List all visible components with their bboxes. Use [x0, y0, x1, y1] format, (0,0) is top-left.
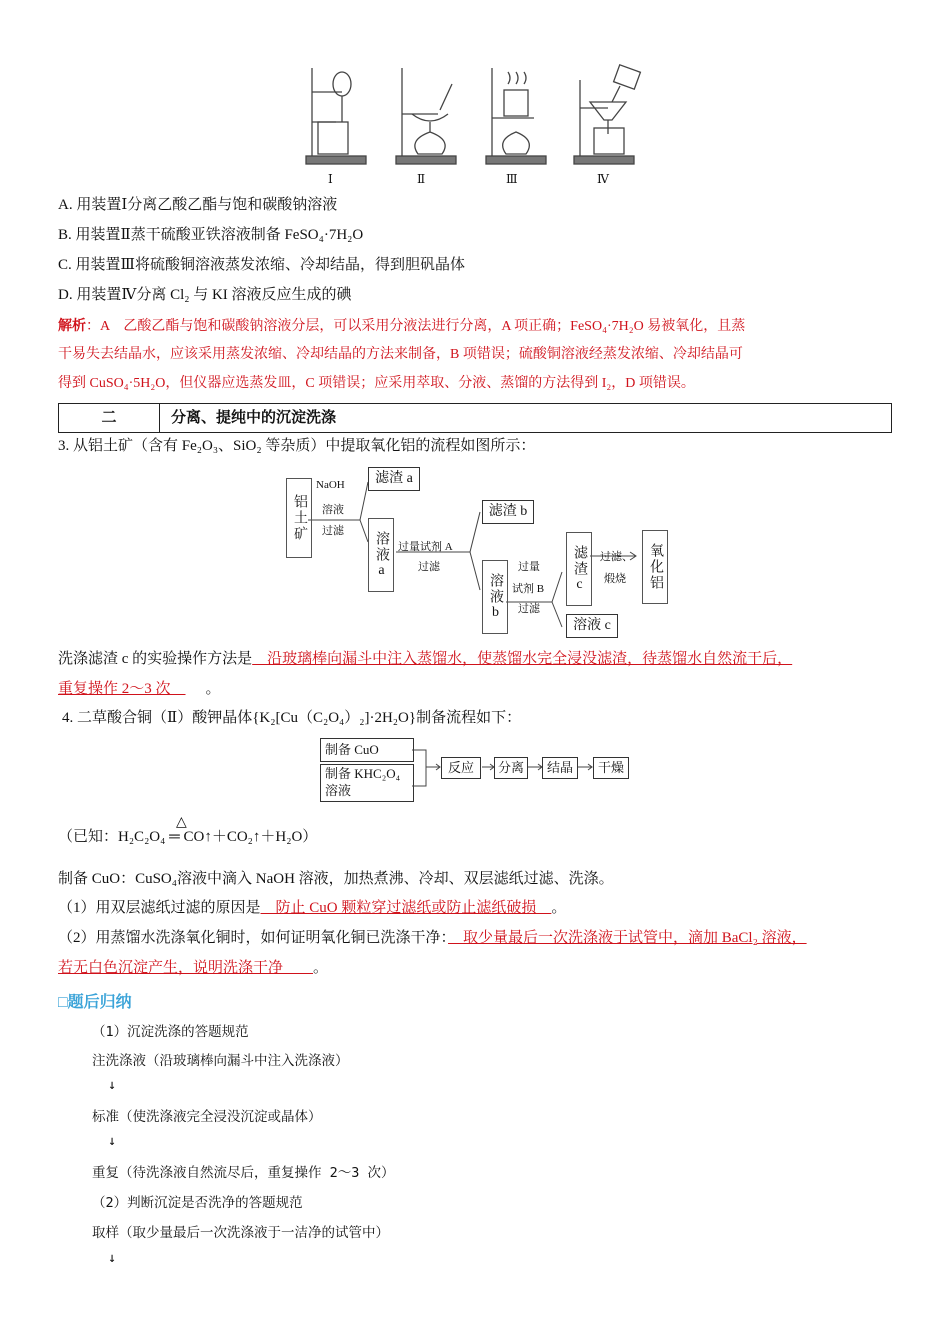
summary-arrow-1: ↓ — [108, 1077, 117, 1093]
option-b: B. 用装置Ⅱ蒸干硫酸亚铁溶液制备 FeSO₄·7H₂O — [58, 227, 364, 243]
summary-line-5: （2）判断沉淀是否洗净的答题规范 — [92, 1195, 303, 1211]
q3-step3-excess: 过量 — [518, 561, 540, 573]
q4-prep-text: 制备 CuO：CuSO₄溶液中滴入 NaOH 溶液，加热煮沸、冷却、双层滤纸过滤、洗涤。 — [58, 871, 614, 887]
q4-prep-khc2o4-line2: 溶液 — [325, 783, 352, 798]
q4-known: （已知：H₂C₂O₄ ═ CO↑＋CO₂↑＋H₂O） — [58, 829, 318, 845]
q3-answer-line-2 — [58, 678, 221, 700]
analysis-label: 解析 — [58, 317, 86, 333]
q4-q2-line — [58, 927, 807, 949]
q3-solution-b: 溶液b — [482, 560, 508, 634]
q3-answer-1: 沿玻璃棒向漏斗中注入蒸馏水，使蒸馏水完全浸没滤渣，待蒸馏水自然流干后， — [252, 651, 793, 667]
q3-residue-a: 滤渣 a — [368, 467, 420, 491]
q3-question-prefix: 洗涤滤渣 c 的实验操作方法是 — [58, 651, 253, 667]
q3-end: 。 — [205, 681, 221, 697]
q3-solution-c: 溶液 c — [566, 614, 618, 638]
q3-residue-b: 滤渣 b — [482, 500, 534, 524]
q4-q1-prefix: （1）用双层滤纸过滤的原因是 — [58, 900, 261, 916]
analysis-line-1 — [58, 314, 745, 338]
q3-step3-filter: 过滤 — [518, 603, 540, 615]
q3-step1-filter: 过滤 — [322, 525, 344, 537]
q4-q1-line — [58, 897, 566, 919]
q4-stem: 4. 二草酸合铜（Ⅱ）酸钾晶体{K₂[Cu（C₂O₄）₂]·2H₂O}制备流程如下： — [62, 710, 522, 726]
summary-line-3: 标准（使洗涤液完全浸没沉淀或晶体） — [92, 1109, 322, 1125]
q3-step1-reagent: NaOH — [316, 479, 345, 491]
q4-step-crystallize: 结晶 — [542, 757, 578, 779]
section-title: 分离、提纯中的沉淀洗涤 — [171, 409, 337, 426]
section-number: 二 — [59, 404, 160, 432]
q4-q1-answer: 防止 CuO 颗粒穿过滤纸或防止滤纸破损 — [260, 900, 552, 916]
option-c: C. 用装置Ⅲ将硫酸铜溶液蒸发浓缩、冷却结晶，得到胆矾晶体 — [58, 257, 465, 273]
q3-question-line — [58, 648, 792, 670]
option-a: A. 用装置Ⅰ分离乙酸乙酯与饱和碳酸钠溶液 — [58, 197, 338, 213]
q3-product: 氧化铝 — [642, 530, 668, 604]
q3-stem: 3. 从铝土矿（含有 Fe₂O₃、SiO₂ 等杂质）中提取氧化铝的流程如图所示： — [58, 438, 536, 454]
q4-q2-line-2 — [58, 957, 328, 979]
apparatus-label-1: Ⅰ — [328, 172, 333, 186]
q4-q2-answer-2: 若无白色沉淀产生，说明洗涤干净 — [58, 960, 314, 976]
apparatus-label-3: Ⅲ — [506, 172, 518, 186]
summary-line-1: （1）沉淀洗涤的答题规范 — [92, 1024, 249, 1040]
q3-step4-filter: 过滤、 — [600, 551, 633, 563]
summary-heading: □题后归纳 — [58, 994, 132, 1011]
q4-step-separate: 分离 — [494, 757, 528, 779]
q3-residue-c: 滤渣c — [566, 532, 592, 606]
summary-line-2: 注洗涤液（沿玻璃棒向漏斗中注入洗涤液） — [92, 1053, 349, 1069]
summary-line-4: 重复（待洗涤液自然流尽后，重复操作 2～3 次） — [92, 1165, 395, 1181]
q4-prep-cuo: 制备 CuO — [320, 738, 414, 762]
q3-step2-reagent: 过量试剂 A — [398, 541, 453, 553]
summary-line-6: 取样（取少量最后一次洗涤液于一洁净的试管中） — [92, 1225, 389, 1241]
q4-q2-answer-1: 取少量最后一次洗涤液于试管中，滴加 BaCl₂ 溶液， — [448, 930, 807, 946]
q4-q1-end: 。 — [551, 900, 567, 916]
option-d: D. 用装置Ⅳ分离 Cl₂ 与 KI 溶液反应生成的碘 — [58, 287, 352, 303]
analysis-line-3: 得到 CuSO₄·5H₂O，但仪器应选蒸发皿，C 项错误；应采用萃取、分液、蒸馏的方法得到 I₂，D 项错误。 — [58, 376, 695, 391]
apparatus-label-4: Ⅳ — [597, 172, 609, 186]
q3-step3-reagent: 试剂 B — [512, 583, 545, 595]
q4-prep-khc2o4-line1: 制备 KHC₂O₄ — [325, 766, 401, 781]
q4-step-dry: 干燥 — [593, 757, 629, 779]
summary-arrow-2: ↓ — [108, 1133, 117, 1149]
q3-step1-solution: 溶液 — [322, 504, 344, 516]
apparatus-figure — [290, 62, 670, 172]
apparatus-label-2: Ⅱ — [417, 172, 426, 186]
q3-solution-a: 溶液a — [368, 518, 394, 592]
q4-q2-prefix: （2）用蒸馏水洗涤氧化铜时，如何证明氧化铜已洗涤干净： — [58, 930, 449, 946]
q4-heat-condition: △ — [176, 815, 187, 830]
q4-prep-khc2o4 — [320, 764, 414, 802]
q3-step4-calcine: 煅烧 — [604, 573, 626, 585]
q3-ore: 铝土矿 — [286, 478, 312, 558]
section-header — [58, 403, 892, 433]
q3-step2-filter: 过滤 — [418, 561, 440, 573]
q4-step-react: 反应 — [441, 757, 481, 779]
summary-arrow-3: ↓ — [108, 1250, 117, 1266]
q4-q2-end: 。 — [313, 960, 329, 976]
analysis-text-1: ：A 乙酸乙酯与饱和碳酸钠溶液分层，可以采用分液法进行分离，A 项正确；FeSO₄·7H₂O 易被氧化，且蒸 — [86, 319, 746, 334]
analysis-line-2: 干易失去结晶水，应该采用蒸发浓缩、冷却结晶的方法来制备，B 项错误；硫酸铜溶液经蒸发浓缩、冷却结晶可 — [58, 347, 743, 362]
q3-answer-2: 重复操作 2～3 次 — [58, 681, 186, 697]
